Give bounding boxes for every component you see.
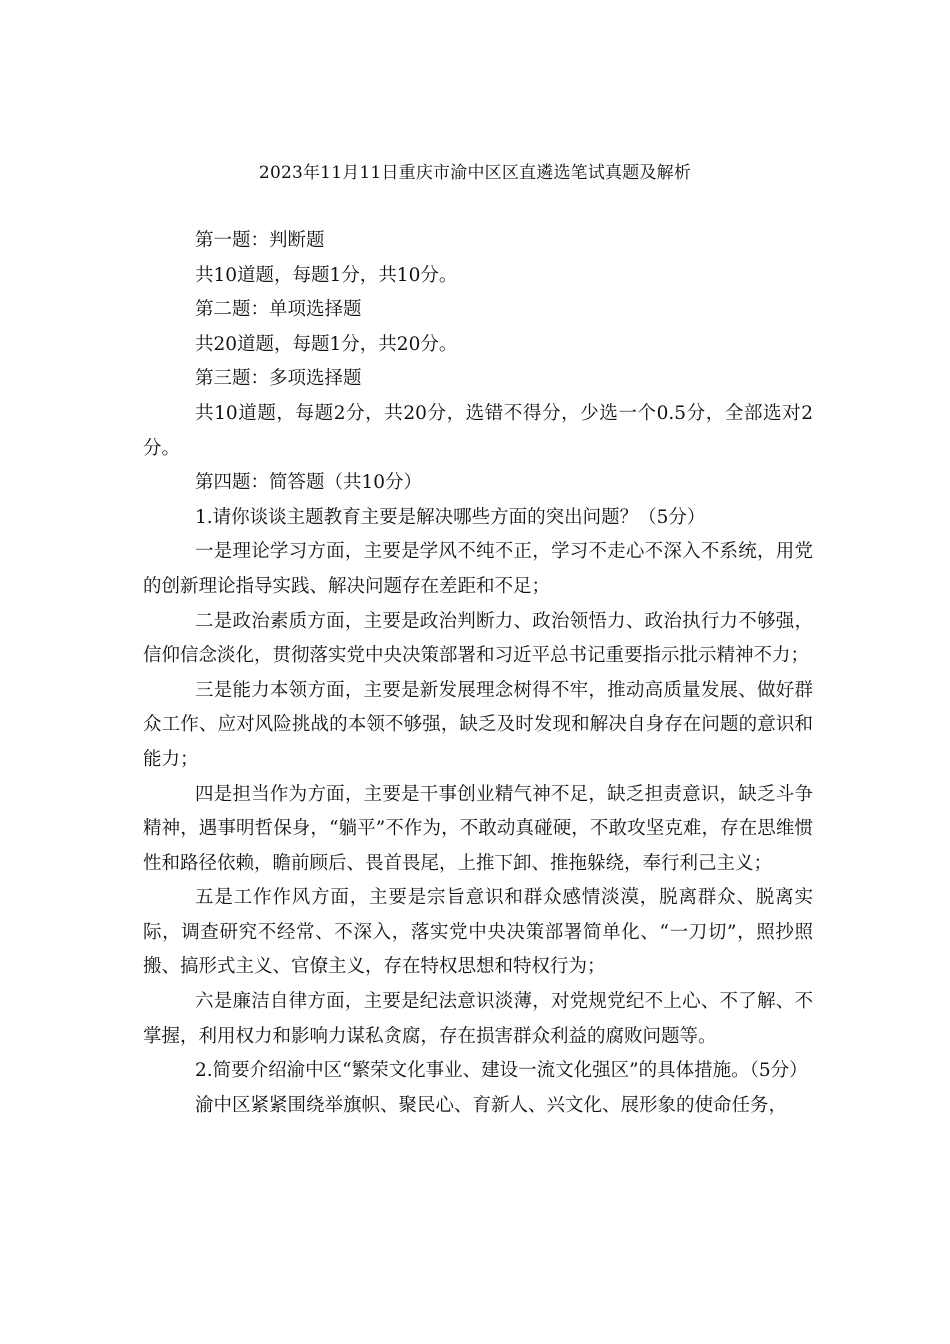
paragraph: 第二题：单项选择题 — [195, 299, 362, 321]
paragraph: 第一题：判断题 — [195, 230, 325, 251]
paragraph: 渝中区紧紧围绕举旗帜、聚民心、育新人、兴文化、展形象的使命任务， — [195, 1094, 788, 1116]
paragraph: 共20道题，每题1分，共20分。 — [195, 333, 458, 355]
paragraph: 共10道题，每题1分，共10分。 — [195, 264, 458, 286]
paragraph: 第三题：多项选择题 — [195, 368, 362, 390]
paragraph: 2.简要介绍渝中区“繁荣文化事业、建设一流文化强区”的具体措施。（5分） — [195, 1060, 808, 1082]
paragraph: 一是理论学习方面，主要是学风不纯不正，学习不走心不深入不系统，用党的创新理论指导实践、解决问题存在差距和不足； — [143, 541, 813, 597]
paragraph: 第四题：简答题（共10分） — [195, 472, 423, 494]
paragraph: 二是政治素质方面，主要是政治判断力、政治领悟力、政治执行力不够强，信仰信念淡化，贯彻落实党中央决策部署和习近平总书记重要指示批示精神不力； — [143, 610, 813, 667]
document-body — [143, 224, 813, 1123]
paragraph: 共10道题，每题2分，共20分，选错不得分，少选一个0.5分，全部选对2分。 — [143, 402, 813, 459]
document-title: 2023年11月11日重庆市渝中区区直遴选笔试真题及解析 — [258, 163, 692, 183]
paragraph: 四是担当作为方面，主要是干事创业精气神不足，缺乏担责意识，缺乏斗争精神，遇事明哲保身，“躺平”不作为，不敢动真碰硬，不敢攻坚克难，存在思维惯性和路径依赖，瞻前顾后、畏首畏尾，上推下卸、推拖躲绕，奉行利己主义； — [143, 783, 813, 874]
paragraph: 三是能力本领方面，主要是新发展理念树得不牢，推动高质量发展、做好群众工作、应对风险挑战的本领不够强，缺乏及时发现和解决自身存在问题的意识和能力； — [143, 679, 813, 770]
paragraph: 五是工作作风方面，主要是宗旨意识和群众感情淡漠，脱离群众、脱离实际，调查研究不经常、不深入，落实党中央决策部署简单化、“一刀切”，照抄照搬、搞形式主义、官僚主义，存在特权思想和特权行为； — [143, 887, 813, 978]
paragraph: 六是廉洁自律方面，主要是纪法意识淡薄，对党规党纪不上心、不了解、不掌握，利用权力和影响力谋私贪腐，存在损害群众利益的腐败问题等。 — [143, 991, 813, 1047]
paragraph: 1.请你谈谈主题教育主要是解决哪些方面的突出问题？（5分） — [195, 506, 706, 528]
